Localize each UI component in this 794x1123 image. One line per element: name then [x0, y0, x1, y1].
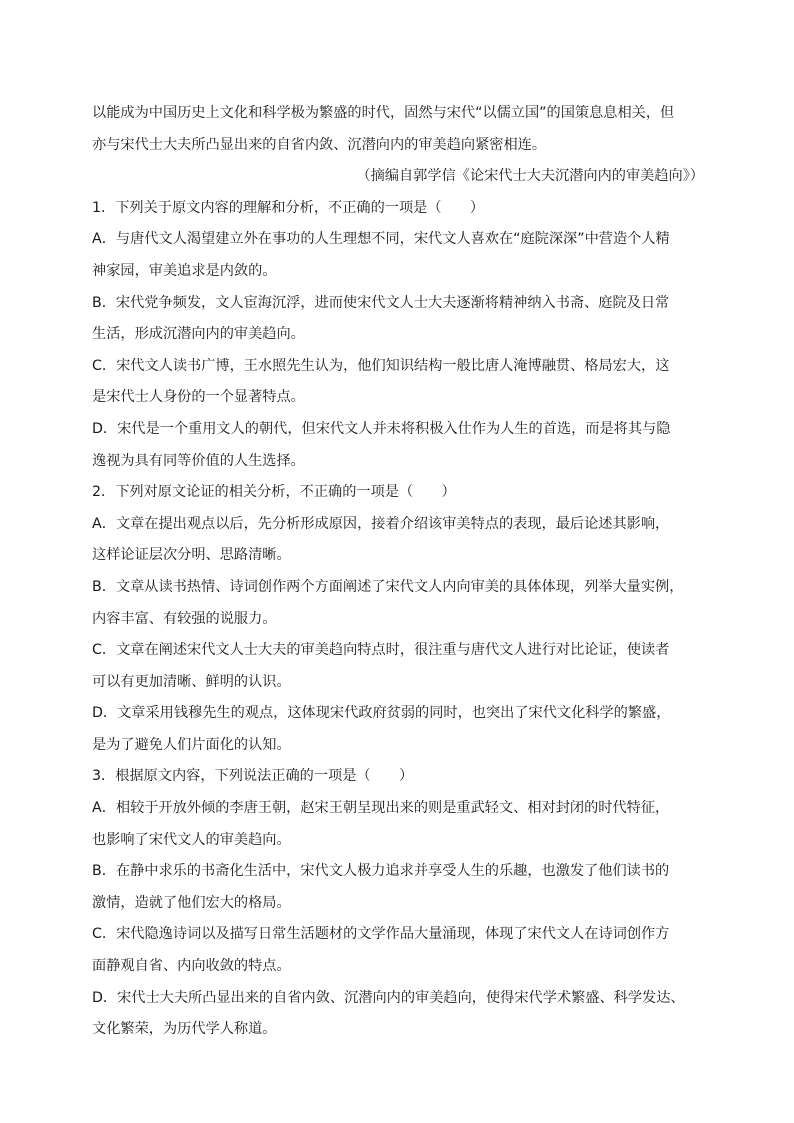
- passage-ending: [92, 98, 704, 193]
- option-line: 面静观自省、内向收敛的特点。: [92, 958, 291, 975]
- option-line: 激情，造就了他们宏大的格局。: [92, 894, 291, 911]
- question-3: [92, 761, 704, 1045]
- passage-line: 以能成为中国历史上文化和科学极为繁盛的时代，固然与宋代“以儒立国”的国策息息相关，但: [92, 105, 675, 121]
- question-stem: 1．下列关于原文内容的理解和分析，不正确的一项是（ ）: [92, 199, 485, 216]
- option-line: D．文章采用钱穆先生的观点，这体现宋代政府贫弱的同时，也突出了宋代文化科学的繁盛，: [92, 705, 671, 722]
- option-a: [92, 224, 704, 287]
- option-line: 是宋代士人身份的一个显著特点。: [92, 389, 305, 406]
- option-d: [92, 698, 704, 761]
- option-line: 生活，形成沉潜向内的审美趋向。: [92, 326, 305, 343]
- option-a: [92, 509, 704, 572]
- option-line: C．宋代隐逸诗词以及描写日常生活题材的文学作品大量涌现，体现了宋代文人在诗词创作方: [92, 926, 670, 943]
- option-line: A．与唐代文人渴望建立外在事功的人生理想不同，宋代文人喜欢在“庭院深深”中营造个人精: [92, 231, 670, 248]
- option-a: [92, 793, 704, 856]
- option-line: B．文章从读书热情、诗词创作两个方面阐述了宋代文人内向审美的具体体现，列举大量实例，: [92, 578, 684, 595]
- option-line: A．相较于开放外倾的李唐王朝，赵宋王朝呈现出来的则是重武轻文、相对封闭的时代特征，: [92, 800, 670, 817]
- option-line: C．宋代文人读书广博，王水照先生认为，他们知识结构一般比唐人淹博融贯、格局宏大，这: [92, 357, 670, 374]
- question-2: [92, 477, 704, 761]
- option-c: [92, 351, 704, 414]
- option-b: [92, 288, 704, 351]
- option-c: [92, 635, 704, 698]
- document-content: [92, 98, 704, 1046]
- passage-line: 亦与宋代士大夫所凸显出来的自省内敛、沉潜向内的审美趋向紧密相连。: [92, 136, 547, 153]
- question-stem: 3．根据原文内容，下列说法正确的一项是（ ）: [92, 768, 414, 785]
- question-stem: 2．下列对原文论证的相关分析，不正确的一项是（ ）: [92, 484, 456, 501]
- option-b: [92, 572, 704, 635]
- option-b: [92, 856, 704, 919]
- option-line: 也影响了宋代文人的审美趋向。: [92, 831, 291, 848]
- option-line: B．宋代党争频发，文人宦海沉浮，进而使宋代文人士大夫逐渐将精神纳入书斋、庭院及日常: [92, 294, 670, 311]
- option-line: D．宋代是一个重用文人的朝代，但宋代文人并未将积极入仕作为人生的首选，而是将其与隐: [92, 420, 671, 437]
- option-line: 可以有更加清晰、鲜明的认识。: [92, 673, 291, 690]
- option-line: 逸视为具有同等价值的人生选择。: [92, 452, 305, 469]
- option-line: 这样论证层次分明、思路清晰。: [92, 547, 291, 564]
- option-line: C．文章在阐述宋代文人士大夫的审美趋向特点时，很注重与唐代文人进行对比论证，使读者: [92, 642, 670, 659]
- option-d: [92, 414, 704, 477]
- option-c: [92, 919, 704, 982]
- option-line: 内容丰富、有较强的说服力。: [92, 610, 277, 627]
- option-line: D．宋代士大夫所凸显出来的自省内敛、沉潜向内的审美趋向，使得宋代学术繁盛、科学发达、: [92, 989, 685, 1006]
- option-line: 神家园，审美追求是内敛的。: [92, 262, 277, 279]
- option-line: A．文章在提出观点以后，先分析形成原因，接着介绍该审美特点的表现，最后论述其影响，: [92, 515, 670, 532]
- option-line: B．在静中求乐的书斋化生活中，宋代文人极力追求并享受人生的乐趣，也激发了他们读书的: [92, 863, 670, 880]
- option-line: 是为了避免人们片面化的认知。: [92, 736, 291, 753]
- option-line: 文化繁荣，为历代学人称道。: [92, 1021, 277, 1038]
- question-1: [92, 193, 704, 477]
- passage-source: （摘编自郭学信《论宋代士大夫沉潜向内的审美趋向》）: [356, 168, 704, 185]
- option-d: [92, 983, 704, 1046]
